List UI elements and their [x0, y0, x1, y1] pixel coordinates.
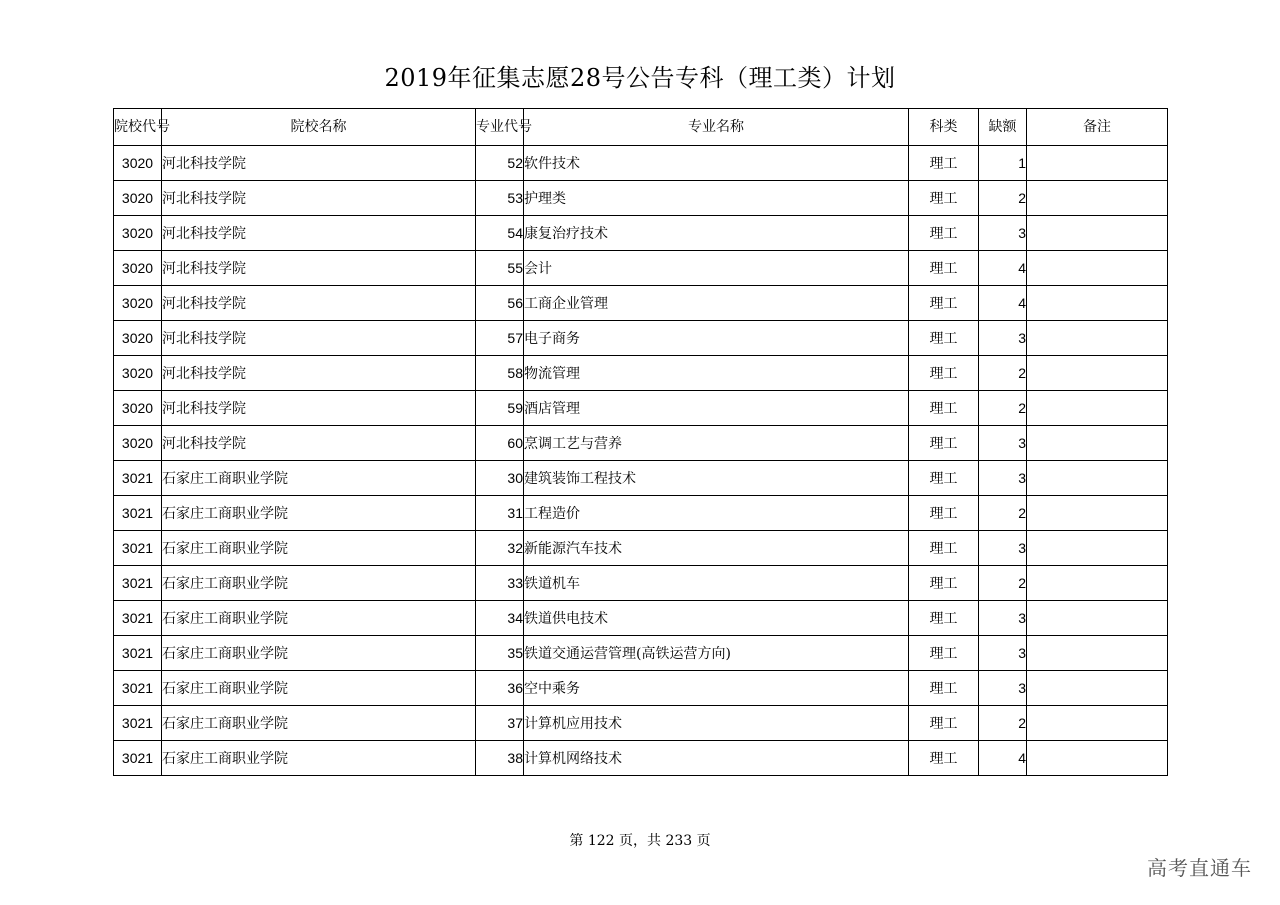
- cell-school-name: 石家庄工商职业学院: [162, 636, 476, 671]
- cell-school-name: 河北科技学院: [162, 216, 476, 251]
- cell-note: [1027, 286, 1168, 321]
- cell-vacancy: 2: [979, 181, 1027, 216]
- cell-note: [1027, 496, 1168, 531]
- table-row: [114, 671, 1168, 706]
- cell-school-code: 3021: [114, 531, 162, 566]
- header-major-code: 专业代号: [476, 109, 524, 146]
- cell-major-name: 电子商务: [524, 321, 909, 356]
- cell-school-name: 石家庄工商职业学院: [162, 671, 476, 706]
- cell-major-code: 33: [476, 566, 524, 601]
- cell-note: [1027, 391, 1168, 426]
- cell-school-name: 河北科技学院: [162, 181, 476, 216]
- cell-category: 理工: [909, 461, 979, 496]
- cell-major-code: 34: [476, 601, 524, 636]
- cell-vacancy: 3: [979, 601, 1027, 636]
- cell-category: 理工: [909, 566, 979, 601]
- cell-note: [1027, 566, 1168, 601]
- cell-category: 理工: [909, 391, 979, 426]
- cell-school-name: 石家庄工商职业学院: [162, 496, 476, 531]
- table-row: [114, 601, 1168, 636]
- cell-school-name: 石家庄工商职业学院: [162, 566, 476, 601]
- cell-note: [1027, 251, 1168, 286]
- cell-vacancy: 3: [979, 461, 1027, 496]
- cell-vacancy: 2: [979, 706, 1027, 741]
- cell-vacancy: 2: [979, 391, 1027, 426]
- cell-school-name: 河北科技学院: [162, 426, 476, 461]
- cell-school-name: 石家庄工商职业学院: [162, 706, 476, 741]
- header-school-name: 院校名称: [162, 109, 476, 146]
- table-row: [114, 636, 1168, 671]
- header-category: 科类: [909, 109, 979, 146]
- table-row: [114, 706, 1168, 741]
- table-row: [114, 321, 1168, 356]
- cell-major-name: 会计: [524, 251, 909, 286]
- table-row: [114, 181, 1168, 216]
- cell-school-code: 3021: [114, 461, 162, 496]
- cell-category: 理工: [909, 426, 979, 461]
- cell-major-code: 32: [476, 531, 524, 566]
- cell-note: [1027, 356, 1168, 391]
- table-row: [114, 741, 1168, 776]
- table-row: [114, 356, 1168, 391]
- cell-school-name: 石家庄工商职业学院: [162, 601, 476, 636]
- table-row: [114, 146, 1168, 181]
- cell-category: 理工: [909, 216, 979, 251]
- cell-major-code: 37: [476, 706, 524, 741]
- table-row: [114, 216, 1168, 251]
- cell-major-code: 38: [476, 741, 524, 776]
- cell-note: [1027, 426, 1168, 461]
- cell-major-code: 57: [476, 321, 524, 356]
- cell-note: [1027, 671, 1168, 706]
- cell-major-name: 新能源汽车技术: [524, 531, 909, 566]
- cell-major-name: 计算机网络技术: [524, 741, 909, 776]
- cell-school-code: 3021: [114, 496, 162, 531]
- cell-school-code: 3020: [114, 426, 162, 461]
- cell-school-code: 3020: [114, 216, 162, 251]
- table-row: [114, 531, 1168, 566]
- cell-category: 理工: [909, 146, 979, 181]
- header-school-code: 院校代号: [114, 109, 162, 146]
- cell-major-name: 工程造价: [524, 496, 909, 531]
- table-row: [114, 391, 1168, 426]
- cell-major-name: 铁道交通运营管理(高铁运营方向): [524, 636, 909, 671]
- cell-vacancy: 3: [979, 426, 1027, 461]
- cell-school-name: 河北科技学院: [162, 356, 476, 391]
- cell-note: [1027, 181, 1168, 216]
- cell-major-code: 58: [476, 356, 524, 391]
- cell-major-code: 52: [476, 146, 524, 181]
- cell-vacancy: 3: [979, 531, 1027, 566]
- cell-note: [1027, 706, 1168, 741]
- page-footer: 第 122 页，共 233 页: [569, 833, 711, 849]
- cell-major-name: 酒店管理: [524, 391, 909, 426]
- cell-school-name: 河北科技学院: [162, 286, 476, 321]
- cell-major-code: 35: [476, 636, 524, 671]
- cell-note: [1027, 461, 1168, 496]
- table-row: [114, 496, 1168, 531]
- cell-category: 理工: [909, 706, 979, 741]
- header-vacancy: 缺额: [979, 109, 1027, 146]
- cell-category: 理工: [909, 636, 979, 671]
- cell-vacancy: 4: [979, 741, 1027, 776]
- cell-major-code: 31: [476, 496, 524, 531]
- cell-note: [1027, 601, 1168, 636]
- cell-note: [1027, 321, 1168, 356]
- cell-school-code: 3021: [114, 566, 162, 601]
- cell-vacancy: 3: [979, 216, 1027, 251]
- cell-major-code: 55: [476, 251, 524, 286]
- cell-note: [1027, 216, 1168, 251]
- table-row: [114, 566, 1168, 601]
- cell-category: 理工: [909, 741, 979, 776]
- cell-category: 理工: [909, 286, 979, 321]
- cell-category: 理工: [909, 601, 979, 636]
- cell-school-code: 3020: [114, 391, 162, 426]
- watermark: 高考直通车: [1147, 856, 1252, 880]
- header-row: [114, 109, 1168, 146]
- cell-school-code: 3020: [114, 251, 162, 286]
- cell-school-code: 3021: [114, 601, 162, 636]
- cell-vacancy: 2: [979, 496, 1027, 531]
- cell-note: [1027, 741, 1168, 776]
- cell-vacancy: 4: [979, 286, 1027, 321]
- cell-major-name: 铁道机车: [524, 566, 909, 601]
- cell-school-code: 3020: [114, 321, 162, 356]
- cell-vacancy: 3: [979, 321, 1027, 356]
- cell-major-name: 铁道供电技术: [524, 601, 909, 636]
- cell-school-code: 3021: [114, 741, 162, 776]
- cell-major-code: 59: [476, 391, 524, 426]
- cell-school-code: 3020: [114, 286, 162, 321]
- cell-major-name: 空中乘务: [524, 671, 909, 706]
- cell-school-code: 3021: [114, 636, 162, 671]
- cell-school-name: 河北科技学院: [162, 251, 476, 286]
- cell-category: 理工: [909, 496, 979, 531]
- cell-major-name: 计算机应用技术: [524, 706, 909, 741]
- cell-note: [1027, 531, 1168, 566]
- cell-category: 理工: [909, 181, 979, 216]
- cell-school-code: 3020: [114, 146, 162, 181]
- header-major-name: 专业名称: [524, 109, 909, 146]
- cell-category: 理工: [909, 251, 979, 286]
- cell-major-name: 物流管理: [524, 356, 909, 391]
- cell-school-name: 河北科技学院: [162, 146, 476, 181]
- header-note: 备注: [1027, 109, 1168, 146]
- cell-major-name: 建筑装饰工程技术: [524, 461, 909, 496]
- cell-major-name: 工商企业管理: [524, 286, 909, 321]
- cell-category: 理工: [909, 321, 979, 356]
- cell-category: 理工: [909, 356, 979, 391]
- cell-school-name: 石家庄工商职业学院: [162, 531, 476, 566]
- cell-school-code: 3021: [114, 671, 162, 706]
- cell-vacancy: 4: [979, 251, 1027, 286]
- cell-major-code: 54: [476, 216, 524, 251]
- cell-vacancy: 2: [979, 566, 1027, 601]
- cell-vacancy: 2: [979, 356, 1027, 391]
- cell-school-code: 3021: [114, 706, 162, 741]
- cell-major-name: 烹调工艺与营养: [524, 426, 909, 461]
- table-row: [114, 251, 1168, 286]
- cell-major-code: 60: [476, 426, 524, 461]
- cell-category: 理工: [909, 531, 979, 566]
- cell-major-name: 护理类: [524, 181, 909, 216]
- cell-school-code: 3020: [114, 356, 162, 391]
- table-row: [114, 426, 1168, 461]
- table-row: [114, 461, 1168, 496]
- cell-vacancy: 3: [979, 636, 1027, 671]
- cell-school-code: 3020: [114, 181, 162, 216]
- cell-vacancy: 3: [979, 671, 1027, 706]
- cell-vacancy: 1: [979, 146, 1027, 181]
- cell-major-code: 56: [476, 286, 524, 321]
- cell-school-name: 河北科技学院: [162, 321, 476, 356]
- cell-school-name: 石家庄工商职业学院: [162, 741, 476, 776]
- cell-school-name: 河北科技学院: [162, 391, 476, 426]
- cell-major-name: 康复治疗技术: [524, 216, 909, 251]
- cell-category: 理工: [909, 671, 979, 706]
- cell-major-name: 软件技术: [524, 146, 909, 181]
- page-title: 2019年征集志愿28号公告专科（理工类）计划: [384, 64, 896, 92]
- cell-major-code: 36: [476, 671, 524, 706]
- cell-major-code: 53: [476, 181, 524, 216]
- table-row: [114, 286, 1168, 321]
- cell-school-name: 石家庄工商职业学院: [162, 461, 476, 496]
- cell-major-code: 30: [476, 461, 524, 496]
- cell-note: [1027, 636, 1168, 671]
- cell-note: [1027, 146, 1168, 181]
- plan-table: [113, 108, 1168, 776]
